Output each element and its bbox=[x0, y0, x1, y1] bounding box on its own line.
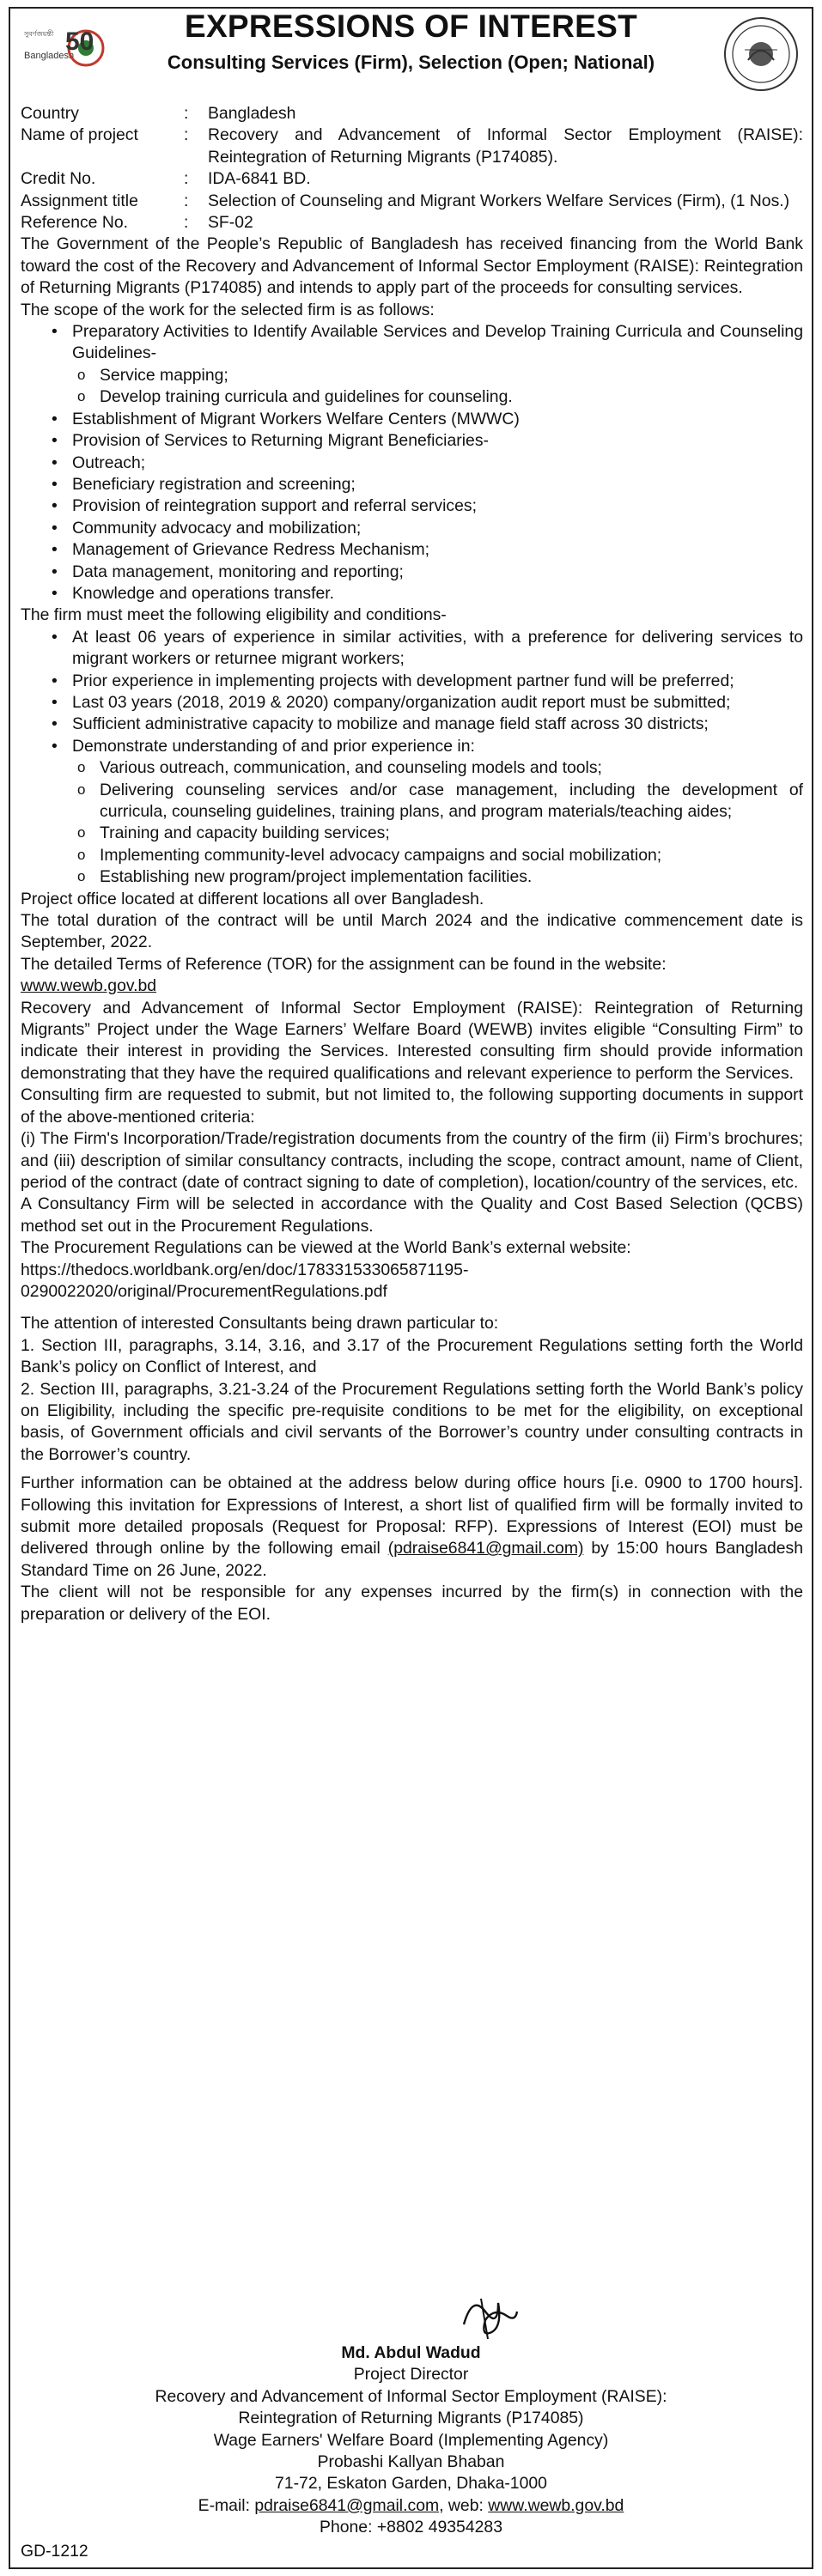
footer-code: GD-1212 bbox=[21, 2542, 88, 2561]
further-paragraph: Further information can be obtained at the address below during office hours [i.e. 0900 to 1700 hours]. Following this invitation for Expressions of Interest, a short list of qualified firm will be formally invited to submit more detailed proposals (Request for Proposal: RFP). Expressions of Interest (EOI) must be delivered through online by the following email (pdraise6841@gmail.com) by 15:00 hours Bangladesh Standard Time on 26 June, 2022. bbox=[21, 1473, 803, 1580]
signature-block bbox=[10, 2342, 812, 2539]
office-paragraph: Project office located at different locations all over Bangladesh. bbox=[21, 889, 484, 908]
list-item: o Training and capacity building services; bbox=[72, 823, 803, 844]
documents-paragraph: (i) The Firm's Incorporation/Trade/registration documents from the country of the firm (ii) Firm’s brochures; and (iii) description of similar consultancy contracts, including the scope, contract amount, name of Client, period of the contract (date of contract signing to date of completion), location/country of the services, etc. bbox=[21, 1129, 803, 1192]
detail-row-assignment: Assignment title : Selection of Counseling and Migrant Workers Welfare Services (Firm), (1 Nos.) bbox=[21, 191, 803, 212]
section-1-paragraph: 1. Section III, paragraphs, 3.14, 3.16, and 3.17 of the Procurement Regulations setting forth the World Bank’s policy on Conflict of Interest, and bbox=[21, 1335, 803, 1377]
details-block bbox=[21, 103, 803, 234]
notice-page bbox=[9, 7, 813, 2569]
tor-link[interactable]: www.wewb.gov.bd bbox=[21, 976, 157, 996]
attention-paragraph: The attention of interested Consultants being drawn particular to: bbox=[21, 1314, 499, 1334]
address-line: Recovery and Advancement of Informal Sector Employment (RAISE): bbox=[155, 2386, 667, 2406]
eoi-email-link[interactable]: (pdraise6841@gmail.com) bbox=[387, 1539, 584, 1558]
address-line: Probashi Kallyan Bhaban bbox=[317, 2452, 505, 2472]
phone-line: Phone: +8802 49354283 bbox=[320, 2518, 502, 2537]
detail-label: Reference No. bbox=[21, 213, 129, 233]
address-line: 71-72, Eskaton Garden, Dhaka-1000 bbox=[275, 2474, 547, 2494]
detail-label: Name of project bbox=[21, 125, 138, 145]
eligibility-list bbox=[21, 627, 803, 889]
detail-row-country: Country : Bangladesh bbox=[21, 103, 803, 125]
duration-paragraph: The total duration of the contract will be until March 2024 and the indicative commencement date is September, 2022. bbox=[21, 911, 803, 952]
list-item: • At least 06 years of experience in similar activities, with a preference for delivering services to migrant workers or returnee migrant workers; bbox=[21, 627, 803, 671]
list-item: • Preparatory Activities to Identify Available Services and Develop Training Curricula and Counseling Guidelines- o Service mapping; o Develop training curricula and guidelines for counseling. bbox=[21, 321, 803, 409]
list-item: o Establishing new program/project implementation facilities. bbox=[72, 866, 803, 888]
list-item: o Delivering counseling services and/or case management, including the development of curricula, counseling guidelines, training plans, and program materials/teaching aides; bbox=[72, 780, 803, 823]
client-paragraph: The client will not be responsible for any expenses incurred by the firm(s) in connection with the preparation or delivery of the EOI. bbox=[21, 1583, 803, 1624]
detail-label: Assignment title bbox=[21, 191, 138, 210]
list-item: • Knowledge and operations transfer. bbox=[21, 583, 803, 605]
submit-paragraph: Consulting firm are requested to submit, but not limited to, the following supporting documents in support of the above-mentioned criteria: bbox=[21, 1085, 803, 1127]
address-line: Wage Earners' Welfare Board (Implementing Agency) bbox=[213, 2430, 609, 2450]
list-item: • Prior experience in implementing projects with development partner fund will be preferred; bbox=[21, 671, 803, 692]
regulations-link-line-1[interactable]: https://thedocs.worldbank.org/en/doc/178331533065871195- bbox=[21, 1260, 469, 1279]
detail-value: Recovery and Advancement of Informal Sector Employment (RAISE): Reintegration of Returning Migrants (P174085). bbox=[208, 125, 803, 167]
list-item: o Service mapping; bbox=[72, 365, 803, 386]
sub-list bbox=[72, 365, 803, 409]
list-item: • Sufficient administrative capacity to mobilize and manage field staff across 30 districts; bbox=[21, 714, 803, 735]
list-item: • Establishment of Migrant Workers Welfare Centers (MWWC) bbox=[21, 409, 803, 430]
list-item: • Provision of reintegration support and referral services; bbox=[21, 495, 803, 517]
government-seal-icon bbox=[722, 15, 800, 93]
detail-value: Bangladesh bbox=[208, 104, 296, 123]
svg-text:সুবর্ণজয়ন্তী: সুবর্ণজয়ন্তী bbox=[24, 30, 54, 38]
regulations-paragraph: The Procurement Regulations can be viewed at the World Bank’s external website: bbox=[21, 1238, 631, 1258]
detail-value: SF-02 bbox=[208, 213, 253, 233]
address-line: Reintegration of Returning Migrants (P174085) bbox=[238, 2409, 584, 2428]
list-item: • Beneficiary registration and screening; bbox=[21, 474, 803, 495]
list-item: o Implementing community-level advocacy campaigns and social mobilization; bbox=[72, 845, 803, 866]
section-2-paragraph: 2. Section III, paragraphs, 3.21-3.24 of the Procurement Regulations setting forth the World Bank’s policy on Eligibility, including the specific pre-requisite conditions to be met for the eligibility, on exceptional basis, of Government officials and civil servants of the Borrower’s country under consulting contracts in the Borrower’s country. bbox=[21, 1379, 803, 1464]
signatory-designation: Project Director bbox=[353, 2365, 469, 2385]
tor-paragraph: The detailed Terms of Reference (TOR) for the assignment can be found in the website: bbox=[21, 954, 667, 974]
signatory-name: Md. Abdul Wadud bbox=[341, 2343, 481, 2362]
raise-paragraph: Recovery and Advancement of Informal Sector Employment (RAISE): Reintegration of Returning Migrants” Project under the Wage Earners’ Welfare Board (WEWB) invites eligible “Consulting Firm” to indicate their interest in providing the Services. Interested consulting firm should provide information demonstrating that they have the required qualifications and relevant experience to perform the Services. bbox=[21, 998, 803, 1083]
contact-line: E-mail: pdraise6841@gmail.com, web: www.wewb.gov.bd bbox=[198, 2495, 624, 2515]
contact-web-link[interactable]: www.wewb.gov.bd bbox=[488, 2495, 624, 2515]
qcbs-paragraph: A Consultancy Firm will be selected in accordance with the Quality and Cost Based Selection (QCBS) method set out in the Procurement Regulations. bbox=[21, 1194, 803, 1236]
detail-value: Selection of Counseling and Migrant Workers Welfare Services (Firm), (1 Nos.) bbox=[208, 191, 790, 210]
list-item: • Outreach; bbox=[21, 453, 803, 474]
page-subtitle: Consulting Services (Firm), Selection (Open; National) bbox=[167, 52, 655, 73]
intro-paragraph: The Government of the People’s Republic of Bangladesh has received financing from the World Bank toward the cost of the Recovery and Advancement of Informal Sector Employment (RAISE): Reintegration of Returning Migrants (P174085) and intends to apply part of the proceeds for consulting services. bbox=[21, 234, 803, 298]
sub-list bbox=[72, 757, 803, 888]
scope-list bbox=[21, 321, 803, 605]
logo-number-text: 50 bbox=[65, 27, 94, 56]
list-item: • Last 03 years (2018, 2019 & 2020) company/organization audit report must be submitted; bbox=[21, 692, 803, 714]
list-item: • Demonstrate understanding of and prior experience in: o Various outreach, communication, and counseling models and tools; o Delivering counseling services and/or case management, including the development of curricula, counseling guidelines, training plans, and program materials/teaching aides; o Training and capacity building services; o Implementing community-level advocacy campaigns and social mobilization; o Establishing new program/project implementation facilities. bbox=[21, 736, 803, 889]
scope-heading: The scope of the work for the selected firm is as follows: bbox=[21, 300, 435, 319]
detail-row-credit: Credit No. : IDA-6841 BD. bbox=[21, 168, 803, 190]
detail-row-reference: Reference No. : SF-02 bbox=[21, 212, 803, 234]
list-item: o Various outreach, communication, and counseling models and tools; bbox=[72, 757, 803, 779]
list-item: • Provision of Services to Returning Migrant Beneficiaries- bbox=[21, 430, 803, 452]
page-title: EXPRESSIONS OF INTEREST bbox=[184, 9, 638, 44]
notice-body bbox=[21, 103, 803, 1625]
detail-label: Country bbox=[21, 104, 79, 123]
list-item: • Community advocacy and mobilization; bbox=[21, 518, 803, 539]
list-item: o Develop training curricula and guidelines for counseling. bbox=[72, 386, 803, 408]
detail-row-project: Name of project : Recovery and Advancement of Informal Sector Employment (RAISE): Reintegration of Returning Migrants (P174085). bbox=[21, 125, 803, 168]
logo-country-text: Bangladesh bbox=[24, 51, 75, 61]
list-item: • Data management, monitoring and reporting; bbox=[21, 562, 803, 583]
detail-value: IDA-6841 BD. bbox=[208, 169, 311, 189]
handwritten-signature bbox=[455, 2286, 524, 2346]
list-item: • Management of Grievance Redress Mechanism; bbox=[21, 539, 803, 561]
contact-email-link[interactable]: pdraise6841@gmail.com bbox=[254, 2495, 440, 2515]
detail-label: Credit No. bbox=[21, 169, 96, 189]
eligibility-heading: The firm must meet the following eligibility and conditions- bbox=[21, 605, 447, 625]
regulations-link-line-2[interactable]: 0290022020/original/ProcurementRegulations.pdf bbox=[21, 1281, 387, 1301]
